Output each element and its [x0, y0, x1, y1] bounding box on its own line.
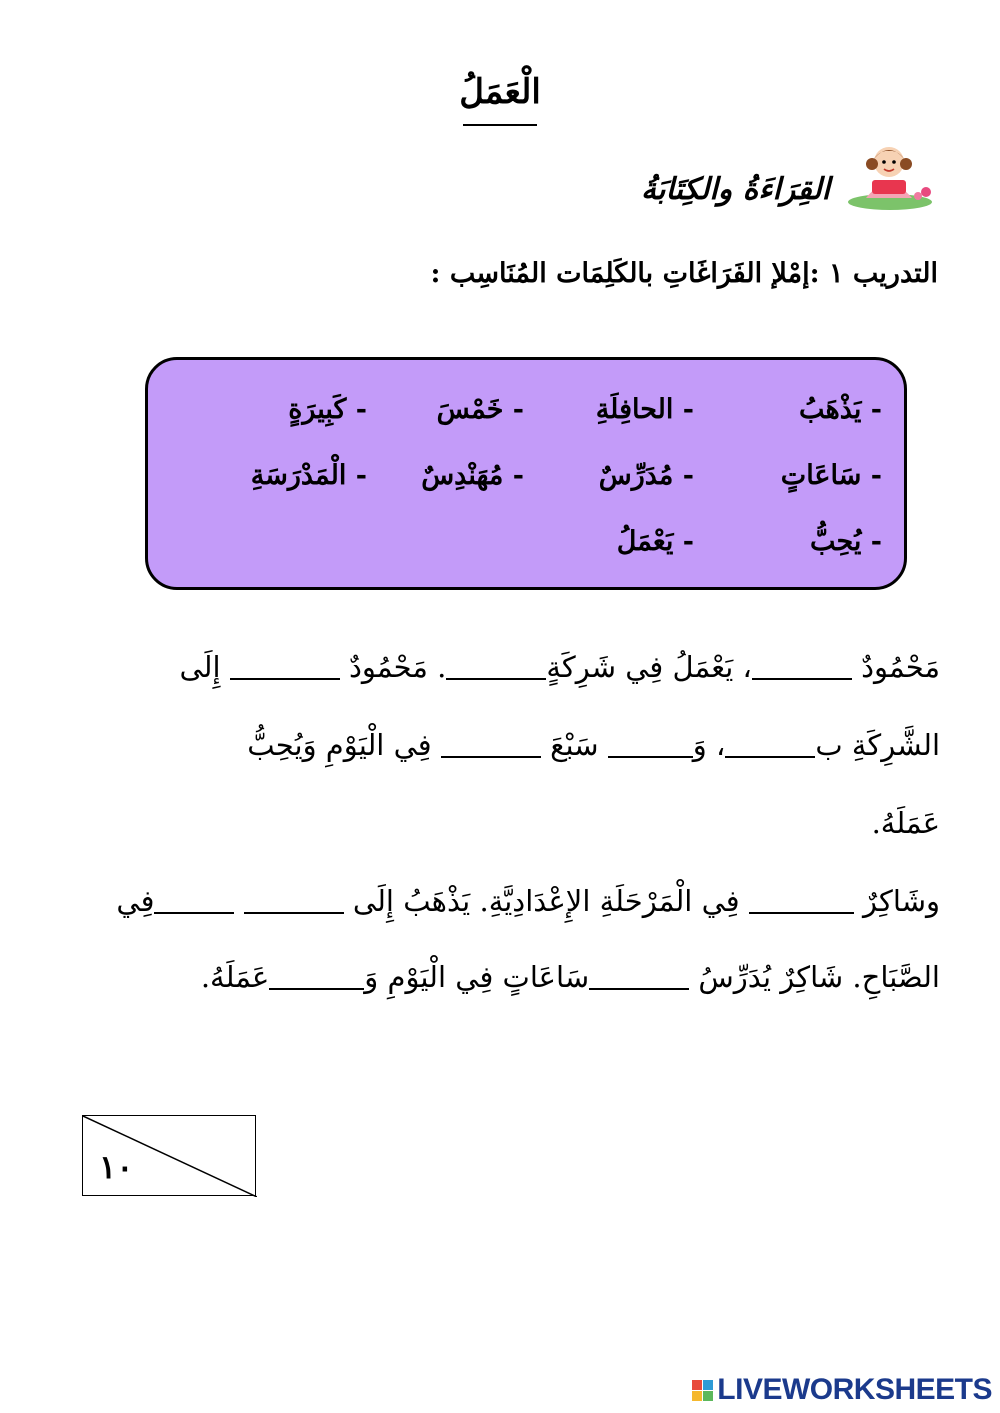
- fill-blank[interactable]: [441, 736, 541, 758]
- passage-text: إِلَى: [179, 650, 221, 684]
- title-underline: [463, 124, 537, 126]
- fill-blank[interactable]: [154, 892, 234, 914]
- fill-blank[interactable]: [269, 968, 364, 990]
- word-bank-item: - الْمَدْرَسَةِ: [250, 460, 367, 491]
- passage-line-4: [116, 884, 940, 918]
- passage-text: فِي الْيَوْمِ وَيُحِبُّ: [247, 728, 432, 762]
- fill-blank[interactable]: [230, 658, 340, 680]
- exercise-instruction: التدريب ١ :إمْلإ الفَرَاغَاتِ بالكَلِمَات المُنَاسِب :: [430, 258, 938, 289]
- passage-text: ، يَعْمَلُ فِي شَرِكَةٍ: [546, 650, 752, 684]
- passage-text: فِي الْمَرْحَلَةِ الإِعْدَادِيَّةِ. يَذْهَبُ إِلَى: [352, 884, 740, 918]
- passage-line-1: [179, 650, 940, 684]
- passage-text: عَمَلَهُ.: [200, 960, 270, 994]
- girl-reading-icon: [838, 140, 938, 212]
- passage-text: سَبْعَ: [550, 728, 599, 762]
- fill-blank[interactable]: [752, 658, 852, 680]
- passage-text: . مَحْمُودٌ: [349, 650, 447, 684]
- score-box: [82, 1115, 256, 1196]
- word-bank-box: [145, 357, 907, 590]
- section-heading: القِرَاءَةُ والكِتَابَةُ: [641, 172, 830, 207]
- fill-blank[interactable]: [446, 658, 546, 680]
- word-bank-item: - مُهَنْدِسٌ: [421, 460, 524, 491]
- word-bank-item: - يُحِبُّ: [809, 526, 882, 557]
- passage-line-5: [201, 960, 940, 994]
- passage-text: سَاعَاتٍ فِي الْيَوْمِ وَ: [364, 960, 590, 994]
- liveworksheets-logo: [692, 1373, 992, 1407]
- word-bank-item: - يَعْمَلُ: [616, 526, 694, 557]
- logo-badge-icon: [692, 1380, 713, 1401]
- passage-text: الشَّرِكَةِ ب: [815, 728, 940, 762]
- word-bank-item: - كَبِيرَةٍ: [288, 394, 367, 425]
- passage-text: مَحْمُودٌ: [861, 650, 940, 684]
- fill-blank[interactable]: [749, 892, 854, 914]
- word-bank-item: - سَاعَاتٍ: [780, 460, 882, 491]
- logo-text-worksheets: WORKSHEETS: [781, 1373, 992, 1406]
- logo-text-live: LIVE: [717, 1373, 782, 1406]
- passage-text: عَمَلَهُ.: [871, 806, 940, 840]
- score-value: ١٠: [99, 1148, 134, 1186]
- fill-blank[interactable]: [244, 892, 344, 914]
- page-title: الْعَمَلُ: [459, 72, 541, 112]
- word-bank-item: - الحافِلَةِ: [595, 394, 694, 425]
- fill-blank[interactable]: [725, 736, 815, 758]
- fill-blank[interactable]: [608, 736, 693, 758]
- passage-text: الصَّبَاحِ. شَاكِرٌ يُدَرِّسُ: [698, 960, 940, 994]
- passage-text: ، وَ: [692, 728, 726, 762]
- word-bank-item: - يَذْهَبُ: [798, 394, 882, 425]
- passage-text: وشَاكِرٌ: [863, 884, 940, 918]
- fill-blank[interactable]: [589, 968, 689, 990]
- passage-line-2: [247, 728, 940, 762]
- word-bank-item: - خَمْسَ: [436, 394, 524, 425]
- passage-line-3: [872, 806, 940, 840]
- passage-text: فِي: [116, 884, 155, 918]
- word-bank-item: - مُدَرِّسٌ: [598, 460, 694, 491]
